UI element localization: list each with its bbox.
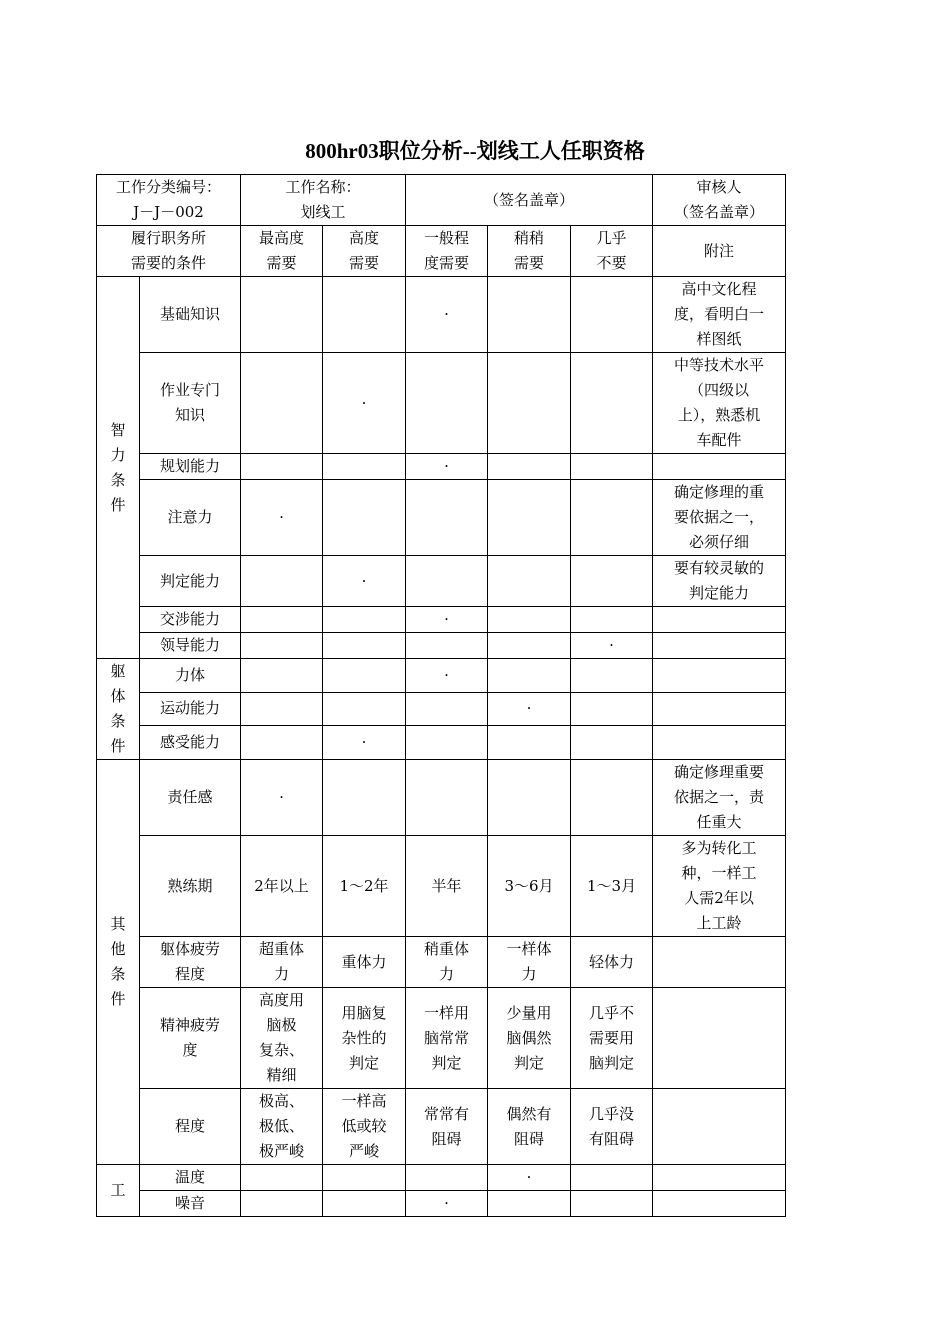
cell-line: 脑判定: [589, 1053, 635, 1072]
col-highest-line2: 需要: [266, 254, 297, 272]
cell-value: 2年以上: [241, 836, 323, 937]
mark: ·: [488, 692, 571, 726]
mark: ·: [323, 353, 406, 454]
table-row: [97, 726, 786, 760]
job-code-label: 工作分类编号：: [116, 178, 222, 196]
col-general-line2: 度需要: [424, 254, 470, 272]
row-label-line: 作业专门: [160, 381, 221, 399]
group-intellect: [97, 277, 140, 659]
cell-value: [323, 1089, 406, 1165]
cell-line: 极严峻: [259, 1142, 305, 1160]
mark: ·: [406, 277, 488, 353]
cell-line: 极高、: [259, 1092, 305, 1110]
table-row: [97, 277, 786, 353]
cell-value: [323, 988, 406, 1089]
note-line: 多为转化工: [681, 839, 757, 857]
table-row: [97, 659, 786, 693]
col-condition-line1: 履行职务所: [131, 229, 207, 247]
cell-value: 轻体力: [571, 937, 653, 988]
row-label-line: 度: [182, 1041, 198, 1059]
row-label-line: 程度: [175, 965, 206, 983]
row-label: 责任感: [140, 760, 241, 836]
table-row: [97, 607, 786, 633]
row-note: [653, 760, 786, 836]
cell-line: 阻碍: [514, 1129, 545, 1148]
mark: ·: [571, 633, 653, 659]
cell-value: [406, 988, 488, 1089]
col-hardly-line2: 不要: [596, 254, 627, 272]
row-note: [653, 556, 786, 607]
mark: ·: [488, 1165, 571, 1191]
cell-line: 一样高: [341, 1092, 387, 1110]
cell-value: [241, 1089, 323, 1165]
cell-line: 严峻: [349, 1142, 380, 1160]
col-highest-line1: 最高度: [259, 229, 305, 247]
cell-line: 几乎不: [589, 1003, 635, 1022]
group-work-label: 工: [110, 1181, 126, 1199]
cell-line: 一样用: [424, 1003, 470, 1022]
col-slight-line1: 稍稍: [514, 229, 545, 247]
note-line: 要有较灵敏的: [674, 559, 765, 577]
note-line: 要依据之一，: [674, 508, 765, 526]
cell-line: 脑偶然: [506, 1028, 552, 1047]
row-label: 判定能力: [140, 556, 241, 607]
cell-line: 脑极: [266, 1016, 297, 1034]
group-intellect-label: 智力条件: [110, 420, 126, 514]
cell-line: 需要用: [589, 1028, 635, 1047]
cell-value: [571, 988, 653, 1089]
col-high-line2: 需要: [349, 254, 380, 272]
table-row: [97, 1165, 786, 1191]
cell-line: 有阻碍: [589, 1129, 635, 1148]
row-label: 基础知识: [140, 277, 241, 353]
col-hardly: [571, 226, 653, 277]
table-row: [97, 1191, 786, 1217]
note-line: 任重大: [696, 813, 742, 831]
mark: ·: [406, 607, 488, 633]
group-body-label: 躯体条件: [110, 662, 126, 755]
table-row: [97, 633, 786, 659]
cell-line: 常常有: [424, 1104, 470, 1123]
row-label: [140, 353, 241, 454]
column-header-row: [97, 226, 786, 277]
cell-line: 用脑复: [341, 1003, 387, 1022]
col-notes: 附注: [653, 226, 786, 277]
header-row: [97, 175, 786, 226]
cell-line: 稍重体: [424, 940, 470, 958]
row-note: [653, 480, 786, 556]
table-row: [97, 760, 786, 836]
col-general-line1: 一般程: [424, 229, 470, 247]
cell-line: 几乎没: [589, 1104, 635, 1123]
cell-line: 力: [439, 965, 455, 983]
group-other: [97, 760, 140, 1165]
group-other-label: 其他条件: [110, 915, 126, 1008]
note-line: （四级以: [689, 381, 750, 399]
cell-value: 1～2年: [323, 836, 406, 937]
mark: ·: [323, 556, 406, 607]
cell-value: [406, 937, 488, 988]
col-highest: [241, 226, 323, 277]
note-line: 上），熟悉机: [677, 406, 761, 424]
mark: ·: [323, 726, 406, 760]
row-label: 程度: [140, 1089, 241, 1165]
cell-line: 判定: [349, 1053, 380, 1072]
row-label: 噪音: [140, 1191, 241, 1217]
table-row: [97, 454, 786, 480]
table-row: [97, 353, 786, 454]
job-name-value: 划线工: [300, 203, 346, 221]
cell-value: 半年: [406, 836, 488, 937]
qualification-table: [96, 174, 786, 1217]
group-body: [97, 659, 140, 760]
note-line: 人需2年以: [684, 889, 754, 907]
col-high-line1: 高度: [349, 229, 380, 247]
cell-line: 力: [521, 965, 537, 983]
job-code-cell: [97, 175, 241, 226]
document-title: 800hr03职位分析--划线工人任职资格: [305, 139, 645, 163]
job-name-label: 工作名称：: [285, 178, 361, 196]
cell-line: 低或较: [341, 1117, 387, 1135]
cell-line: 复杂、: [259, 1041, 305, 1059]
row-label: [140, 937, 241, 988]
row-label: [140, 988, 241, 1089]
note-line: 种，一样工: [681, 864, 757, 882]
col-condition: [97, 226, 241, 277]
cell-value: [241, 988, 323, 1089]
table-row: [97, 556, 786, 607]
cell-value: [488, 937, 571, 988]
col-slight-line2: 需要: [514, 254, 545, 272]
table-row: [97, 480, 786, 556]
row-label: 规划能力: [140, 454, 241, 480]
cell-value: [488, 988, 571, 1089]
mark: ·: [241, 760, 323, 836]
note-line: 中等技术水平: [674, 356, 765, 374]
cell-line: 判定: [514, 1053, 545, 1072]
mark: ·: [406, 659, 488, 693]
job-code-value: J－J－002: [133, 203, 204, 221]
cell-value: 重体力: [323, 937, 406, 988]
row-label-line: 知识: [175, 406, 206, 424]
note-line: 确定修理的重: [674, 483, 765, 501]
note-line: 确定修理重要: [674, 763, 765, 781]
signature-cell: [406, 175, 653, 226]
job-name-cell: [241, 175, 406, 226]
note-line: 上工龄: [696, 914, 742, 932]
mark: ·: [406, 1191, 488, 1217]
note-line: 度，看明白一: [674, 305, 765, 323]
signature-text: （签名盖章）: [484, 190, 575, 209]
table-row: [97, 836, 786, 937]
row-note: [653, 836, 786, 937]
note-line: 车配件: [696, 431, 742, 449]
cell-value: [241, 937, 323, 988]
table-row: [97, 1089, 786, 1165]
note-line: 样图纸: [696, 330, 742, 348]
row-label-line: 躯体疲劳: [160, 940, 221, 958]
cell-value: [488, 1089, 571, 1165]
row-label: 运动能力: [140, 692, 241, 726]
table-row: [97, 988, 786, 1089]
cell-line: 偶然有: [506, 1104, 552, 1123]
cell-value: [406, 1089, 488, 1165]
col-condition-line2: 需要的条件: [131, 254, 207, 272]
cell-line: 高度用: [259, 991, 305, 1009]
cell-line: 判定: [431, 1053, 462, 1072]
reviewer-label: 审核人: [696, 178, 742, 196]
mark: ·: [406, 454, 488, 480]
row-label: 温度: [140, 1165, 241, 1191]
col-hardly-line1: 几乎: [596, 229, 627, 247]
cell-line: 脑常常: [424, 1028, 470, 1047]
row-label: 领导能力: [140, 633, 241, 659]
note-line: 依据之一，责: [674, 788, 765, 806]
table-row: [97, 937, 786, 988]
cell-value: 1～3月: [571, 836, 653, 937]
cell-line: 杂性的: [341, 1028, 387, 1047]
table-row: [97, 692, 786, 726]
note-line: 必须仔细: [689, 533, 750, 551]
reviewer-cell: [653, 175, 786, 226]
row-label-line: 精神疲劳: [160, 1016, 221, 1034]
reviewer-signature: （签名盖章）: [674, 203, 765, 221]
mark: ·: [241, 480, 323, 556]
cell-line: 超重体: [259, 940, 305, 958]
col-slight: [488, 226, 571, 277]
col-general: [406, 226, 488, 277]
group-work: [97, 1165, 140, 1217]
note-line: 判定能力: [689, 584, 750, 602]
cell-line: 力: [274, 965, 290, 983]
cell-line: 极低、: [259, 1117, 305, 1135]
note-line: 高中文化程: [681, 280, 757, 298]
cell-line: 少量用: [506, 1003, 552, 1022]
row-label: 感受能力: [140, 726, 241, 760]
row-label: 注意力: [140, 480, 241, 556]
cell-value: [571, 1089, 653, 1165]
col-high: [323, 226, 406, 277]
row-label: 交涉能力: [140, 607, 241, 633]
row-label: 力体: [140, 659, 241, 693]
cell-line: 一样体: [506, 940, 552, 958]
cell-line: 精细: [266, 1066, 297, 1084]
row-note: [653, 277, 786, 353]
cell-line: 阻碍: [431, 1129, 462, 1148]
row-note: [653, 353, 786, 454]
cell-value: 3～6月: [488, 836, 571, 937]
row-label: 熟练期: [140, 836, 241, 937]
